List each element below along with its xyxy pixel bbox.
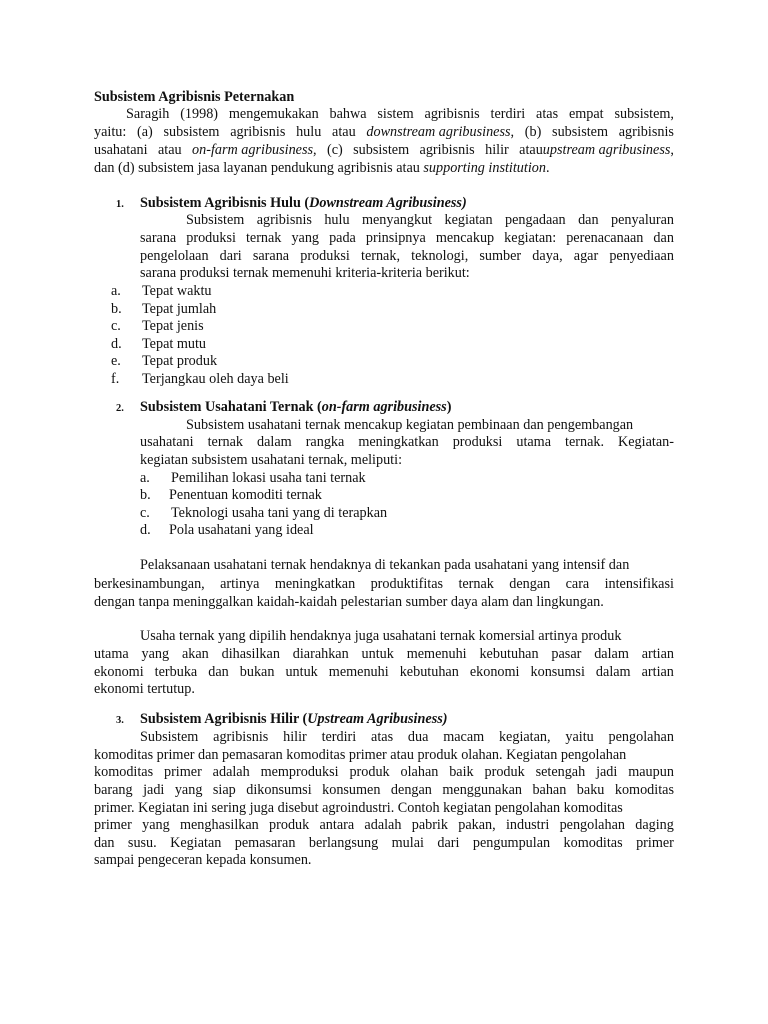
word: atau: [157, 142, 182, 158]
word: agribisnis: [256, 212, 312, 228]
heading-text: ): [446, 399, 452, 415]
word-italic: downstream agribusiness: [366, 124, 511, 140]
word: baik: [449, 764, 474, 780]
word: akan: [181, 646, 209, 662]
word: produksi: [186, 230, 236, 246]
word: menggunakan: [442, 782, 522, 798]
word: hilir: [485, 142, 509, 158]
word: bahwa: [329, 106, 367, 122]
word: usahatani: [140, 434, 194, 450]
section-3-para-line-2: komoditas primer dan pemasaran komoditas primer atau produk olahan. Kegiatan pengolahan: [94, 747, 627, 763]
word: atau: [332, 124, 356, 140]
word: kebutuhan: [399, 664, 459, 680]
word-italic: on-farm agribusiness: [192, 142, 314, 158]
word: yang: [174, 782, 203, 798]
document-title: Subsistem Agribisnis Peternakan: [94, 89, 295, 105]
word: mencakup: [435, 230, 495, 246]
word: meningkatkan: [274, 576, 356, 592]
word: pasar: [551, 646, 582, 662]
word: (c): [326, 142, 343, 158]
section-1-para-line-1: [186, 212, 674, 230]
list-label: b.: [111, 301, 122, 317]
list-item: Tepat mutu: [142, 336, 207, 352]
section-3-para-line-1: [140, 729, 674, 747]
word: (1998): [180, 106, 219, 122]
word: bukan: [239, 664, 275, 680]
word: untuk: [361, 646, 394, 662]
word: (a): [137, 124, 153, 140]
word: atau: [519, 142, 543, 158]
word: perenacanaan: [566, 230, 644, 246]
list-item: Pemilihan lokasi usaha tani ternak: [171, 470, 366, 486]
word: yang: [142, 817, 170, 833]
intro-line-4: [94, 160, 550, 178]
word: maupun: [628, 764, 674, 780]
section-3-para-line-3: [94, 764, 674, 782]
word: bahan: [532, 782, 567, 798]
paragraph-1-line-2: [94, 576, 674, 594]
word: meningkatkan: [358, 434, 439, 450]
intro-line-1: [126, 106, 674, 124]
word: baku: [576, 782, 605, 798]
word: produktifitas: [370, 576, 444, 592]
word: dan: [94, 835, 115, 851]
word: daya,: [532, 248, 563, 264]
word: ternak,: [361, 248, 400, 264]
word-group: [366, 124, 514, 142]
list-label: a.: [111, 283, 121, 299]
word: utama: [94, 646, 129, 662]
word: pada: [329, 230, 356, 246]
word: dan: [653, 230, 674, 246]
word: ternak: [245, 230, 282, 246]
word: produksi: [300, 248, 350, 264]
word: pengadaan: [504, 212, 566, 228]
list-item: Penentuan komoditi ternak: [169, 487, 322, 503]
list-item: Pola usahatani yang ideal: [169, 522, 314, 538]
word: komoditas: [94, 764, 154, 780]
word: subsistem,: [614, 106, 674, 122]
word: penyediaan: [609, 248, 674, 264]
word: Saragih: [126, 106, 170, 122]
word: ekonomi: [469, 664, 520, 680]
word: yang: [141, 646, 170, 662]
word: cara: [565, 576, 590, 592]
word: agribisnis: [419, 142, 475, 158]
word: pengolahan: [608, 729, 674, 745]
section-1-number: 1.: [116, 199, 124, 210]
word: agribisnis: [230, 124, 286, 140]
word: subsistem: [353, 142, 410, 158]
word: hilir: [283, 729, 307, 745]
section-3-para-line-5: primer. Kegiatan ini sering juga disebut agroindustri. Contoh kegiatan pengolahan komoditas: [94, 800, 623, 816]
word: jadi: [143, 782, 165, 798]
word: dengan: [390, 782, 432, 798]
word: kegiatan:: [504, 230, 557, 246]
word: hulu: [296, 124, 322, 140]
word: olahan: [400, 764, 439, 780]
paragraph-1-line-1: Pelaksanaan usahatani ternak hendaknya di tekankan pada usahatani yang intensif dan: [140, 557, 630, 573]
word: utama: [516, 434, 552, 450]
word: primer: [636, 835, 674, 851]
word: dari: [437, 835, 460, 851]
section-1-para-line-3: [140, 248, 674, 266]
word: agar: [573, 248, 599, 264]
section-1-para-line-4: sarana produksi ternak memenuhi kriteria-kriteria berikut:: [140, 265, 470, 281]
paragraph-2-line-3: [94, 664, 674, 682]
list-label: d.: [111, 336, 122, 352]
word: rangka: [305, 434, 345, 450]
word: memenuhi: [328, 664, 389, 680]
list-label: b.: [140, 487, 151, 503]
word: kegiatan: [444, 212, 493, 228]
word: pengumpulan: [472, 835, 551, 851]
list-item: Tepat waktu: [142, 283, 212, 299]
word: sarana: [140, 230, 177, 246]
heading-text: Subsistem Agribisnis Hilir (: [140, 711, 308, 727]
word: Subsistem: [186, 212, 245, 228]
word-group: [519, 142, 674, 160]
list-label: c.: [111, 318, 121, 334]
intro-line-3: [94, 142, 674, 160]
list-item: Teknologi usaha tani yang di terapkan: [171, 505, 388, 521]
word: artian: [641, 664, 674, 680]
word: artian: [641, 646, 674, 662]
word: yang: [291, 230, 320, 246]
word: empat: [568, 106, 604, 122]
word: terbuka: [154, 664, 198, 680]
list-label: c.: [140, 505, 150, 521]
word: pemasaran: [234, 835, 296, 851]
word: pengolahan: [559, 817, 625, 833]
word: penyaluran: [610, 212, 674, 228]
list-item: Terjangkau oleh daya beli: [142, 371, 289, 387]
word: komoditas: [614, 782, 674, 798]
word: dan: [208, 664, 229, 680]
word: konsumsi: [530, 664, 585, 680]
word: yaitu:: [94, 124, 127, 140]
list-label: a.: [140, 470, 150, 486]
word: dari: [219, 248, 242, 264]
word: primer: [163, 764, 202, 780]
word: susu.: [127, 835, 157, 851]
word: industri: [505, 817, 550, 833]
list-label: f.: [111, 371, 120, 387]
word: dalam: [595, 664, 631, 680]
word: berkesinambungan,: [94, 576, 205, 592]
list-item: Tepat produk: [142, 353, 218, 369]
word: teknologi,: [411, 248, 469, 264]
word: produk: [269, 817, 310, 833]
intro-line-2: [94, 124, 674, 142]
word: dikonsumsi: [246, 782, 312, 798]
word: barang: [94, 782, 133, 798]
list-label: e.: [111, 353, 121, 369]
punct: ,: [510, 124, 515, 140]
word: pakan,: [458, 817, 496, 833]
heading-italic: on-farm agribusiness: [321, 399, 447, 415]
word: dua: [407, 729, 429, 745]
word: Kegiatan-: [618, 434, 674, 450]
word: komoditas: [563, 835, 623, 851]
word: dan: [578, 212, 599, 228]
heading-text: Subsistem Agribisnis Hulu (: [140, 195, 310, 211]
section-3-number: 3.: [116, 715, 124, 726]
word: (b): [524, 124, 542, 140]
punct: ,: [313, 142, 317, 158]
word: ternak: [207, 434, 244, 450]
word: prinsipnya: [365, 230, 426, 246]
word: primer: [94, 817, 132, 833]
word: kegiatan,: [498, 729, 551, 745]
word: hulu: [324, 212, 350, 228]
word: mulai: [391, 835, 424, 851]
word: usahatani: [94, 142, 148, 158]
section-3-para-line-4: [94, 782, 674, 800]
word: sumber: [479, 248, 522, 264]
word: agribisnis: [213, 729, 269, 745]
word: subsistem: [163, 124, 220, 140]
word: memproduksi: [260, 764, 339, 780]
word: dengan: [509, 576, 551, 592]
word: jadi: [596, 764, 618, 780]
section-1-heading: [140, 195, 467, 213]
punct: .: [545, 160, 550, 176]
word: dalam: [594, 646, 629, 662]
word: mengemukakan: [228, 106, 319, 122]
word: sarana: [252, 248, 290, 264]
word: ternak.: [565, 434, 605, 450]
word: macam: [443, 729, 485, 745]
word: kebutuhan: [479, 646, 539, 662]
list-label: d.: [140, 522, 151, 538]
section-3-heading: [140, 711, 447, 729]
word: produksi: [452, 434, 503, 450]
section-2-para-line-3: kegiatan subsistem usahatani ternak, meliputi:: [140, 452, 403, 468]
heading-text: Subsistem Usahatani Ternak (: [140, 399, 322, 415]
text: dan (d) subsistem jasa layanan pendukung agribisnis atau: [94, 160, 420, 176]
word: memenuhi: [406, 646, 467, 662]
word: dihasilkan: [221, 646, 280, 662]
section-2-heading: [140, 399, 451, 417]
word: dalam: [257, 434, 292, 450]
word: pengelolaan: [140, 248, 209, 264]
punct: ,: [670, 142, 674, 158]
section-2-para-line-1: Subsistem usahatani ternak mencakup kegiatan pembinaan dan pengembangan: [186, 417, 634, 433]
heading-italic: Upstream Agribusiness): [307, 711, 448, 727]
text-italic: supporting institution: [423, 160, 546, 176]
word: untuk: [285, 664, 318, 680]
word: terdiri: [321, 729, 357, 745]
word: antara: [319, 817, 355, 833]
word: konsumen: [322, 782, 381, 798]
word-italic: upstream agribusiness: [542, 142, 671, 158]
word: berlangsung: [308, 835, 379, 851]
word: agribisnis: [424, 106, 480, 122]
word: produk: [349, 764, 390, 780]
word: atas: [536, 106, 559, 122]
word-group: [192, 142, 317, 160]
word: terdiri: [490, 106, 526, 122]
word: Subsistem: [140, 729, 199, 745]
word: ternak: [458, 576, 494, 592]
word: atas: [371, 729, 394, 745]
word: adalah: [364, 817, 402, 833]
word: subsistem: [552, 124, 609, 140]
word: Kegiatan: [170, 835, 222, 851]
section-3-para-line-6: [94, 817, 674, 835]
section-3-para-line-8: sampai pengeceran kepada konsumen.: [94, 852, 312, 868]
word: menghasilkan: [179, 817, 259, 833]
word: menyangkut: [361, 212, 433, 228]
paragraph-2-line-2: [94, 646, 674, 664]
word: setengah: [535, 764, 586, 780]
word: intensifikasi: [604, 576, 674, 592]
word: artinya: [220, 576, 260, 592]
paragraph-2-line-4: ekonomi tertutup.: [94, 681, 195, 697]
word: agribisnis: [618, 124, 674, 140]
section-2-para-line-2: [140, 434, 674, 452]
word: pabrik: [411, 817, 448, 833]
list-item: Tepat jenis: [142, 318, 204, 334]
section-1-para-line-2: [140, 230, 674, 248]
word: siap: [212, 782, 236, 798]
paragraph-2-line-1: Usaha ternak yang dipilih hendaknya juga usahatani ternak komersial artinya produk: [140, 628, 622, 644]
list-item: Tepat jumlah: [142, 301, 217, 317]
word: sistem: [377, 106, 414, 122]
word: produk: [484, 764, 525, 780]
heading-italic: Downstream Agribusiness): [309, 195, 467, 211]
word: ekonomi: [94, 664, 144, 680]
paragraph-1-line-3: dengan tanpa meninggalkan kaidah-kaidah pelestarian sumber daya alam dan lingkungan.: [94, 594, 604, 610]
word: adalah: [212, 764, 250, 780]
word: yaitu: [565, 729, 594, 745]
word: diarahkan: [292, 646, 349, 662]
section-2-number: 2.: [116, 403, 124, 414]
section-3-para-line-7: [94, 835, 674, 853]
word: daging: [635, 817, 674, 833]
